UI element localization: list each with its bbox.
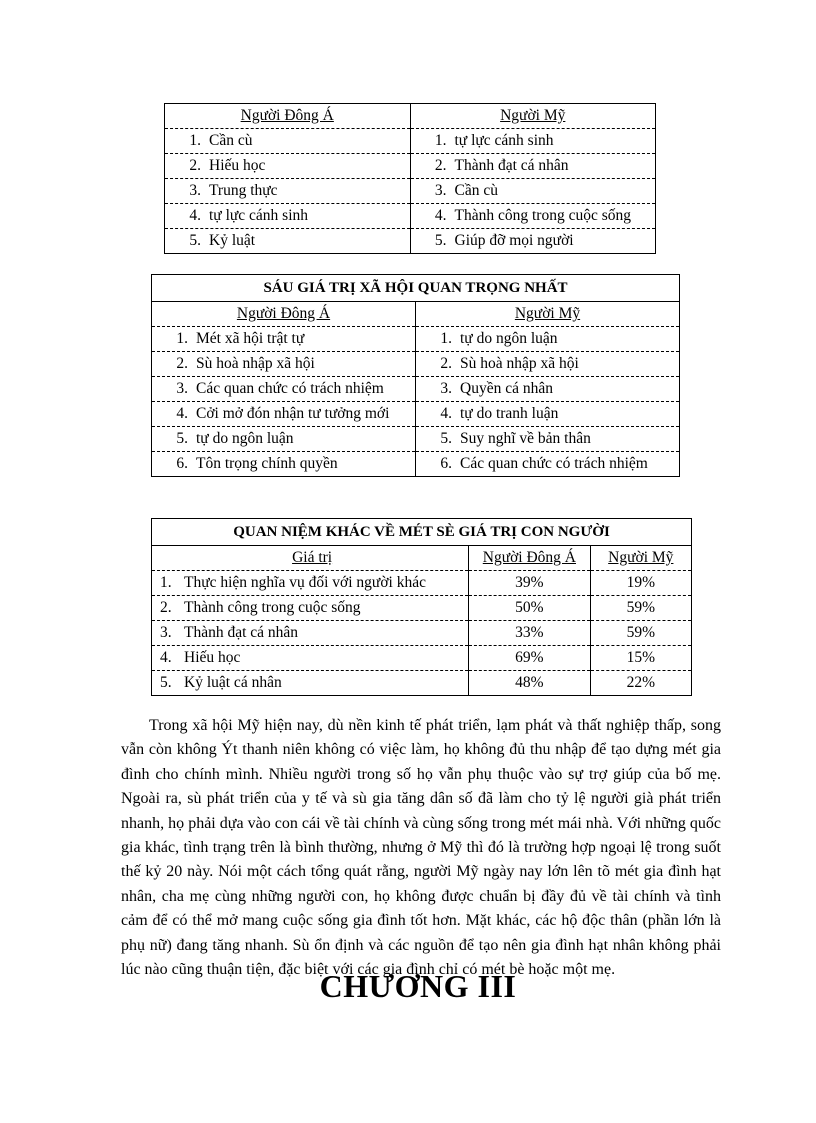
- table-row: [152, 452, 680, 477]
- east-cell: Cởi mở đón nhận tư tưởng mới: [196, 405, 390, 422]
- body-paragraph: Trong xã hội Mỹ hiện nay, dù nền kinh tế phát triển, lạm phát và thất nghiệp thấp, song vẫn còn không Ýt thanh niên không có việc làm, họ không đủ thu nhập để tạo dựng mét gia đình cho chính mình. Nhiều người trong số họ vẫn phụ thuộc vào sự trợ giúp của bố mẹ. Ngoài ra, sù phát triển của y tế và sù gia tăng dân số đã làm cho tỷ lệ người già phát triển nhanh, họ phải dựa vào con cái về tài chính và cùng sống trong mét mái nhà. Với những quốc gia khác, tình trạng trên là bình thường, nhưng ở Mỹ thì đó là trường hợp ngoại lệ trong suốt thế kỷ 20 này. Nói một cách tổng quát rằng, người Mỹ ngày nay lớn lên tõ mét gia đình hạt nhân, cha mẹ cùng những người con, họ không được chuẩn bị đầy đủ về tài chính và tình cảm để có thể mở mang cuộc sống gia đình tốt hơn. Mặt khác, các hộ độc thân (phần lớn là phụ nữ) đang tăng nhanh. Sù ổn định và các nguồn để tạo nên gia đình hạt nhân không phải lúc nào cũng thuận tiện, đặc biệt với các gia đình chỉ có mét bè hoặc một mẹ.: [121, 717, 721, 979]
- east-cell: tự lực cánh sinh: [209, 207, 309, 224]
- table-row: [152, 571, 692, 596]
- east-cell: Tôn trọng chính quyền: [196, 455, 338, 472]
- row-number: 4.: [176, 405, 188, 422]
- east-percent: 39%: [469, 571, 590, 596]
- comparison-table-1: [164, 103, 656, 254]
- value-cell: Thực hiện nghĩa vụ đối với người khác: [184, 574, 426, 591]
- row-number: 5.: [434, 232, 447, 249]
- us-cell: Suy nghĩ về bản thân: [460, 430, 591, 447]
- t2-header-east: Người Đông Á: [152, 302, 416, 327]
- us-percent: 19%: [590, 571, 691, 596]
- east-cell: Sù hoà nhập xã hội: [196, 355, 315, 372]
- east-cell: Mét xã hội trật tự: [196, 330, 305, 347]
- east-percent: 69%: [469, 646, 590, 671]
- row-number: 2.: [176, 355, 188, 372]
- row-number: 3.: [160, 624, 172, 641]
- table-row: [152, 402, 680, 427]
- t3-header-value: Giá trị: [152, 546, 469, 571]
- row-number: 6.: [176, 455, 188, 472]
- us-percent: 59%: [590, 621, 691, 646]
- row-number: 5.: [440, 430, 452, 447]
- us-cell: tự do ngôn luận: [460, 330, 558, 347]
- us-percent: 15%: [590, 646, 691, 671]
- value-cell: Thành đạt cá nhân: [184, 624, 299, 641]
- value-cell: Thành công trong cuộc sống: [184, 599, 361, 616]
- row-number: 1.: [176, 330, 188, 347]
- table-row: [152, 671, 692, 696]
- table-row: [165, 154, 656, 179]
- us-percent: 59%: [590, 596, 691, 621]
- row-number: 4.: [440, 405, 452, 422]
- east-percent: 50%: [469, 596, 590, 621]
- row-number: 1.: [440, 330, 452, 347]
- table-row: [165, 204, 656, 229]
- us-percent: 22%: [590, 671, 691, 696]
- table-row: [152, 646, 692, 671]
- t1-header-east: Người Đông Á: [165, 104, 411, 129]
- chapter-heading: CHƯƠNG III: [319, 968, 517, 1004]
- row-number: 2.: [160, 599, 172, 616]
- row-number: 4.: [160, 649, 172, 666]
- row-number: 1.: [189, 132, 201, 149]
- east-cell: Cần cù: [209, 132, 253, 149]
- east-cell: Kỷ luật: [209, 232, 256, 249]
- value-cell: Kỷ luật cá nhân: [184, 674, 282, 691]
- east-cell: Các quan chức có trách nhiệm: [196, 380, 384, 397]
- row-number: 1.: [160, 574, 172, 591]
- row-number: 1.: [434, 132, 447, 149]
- table-row: [165, 229, 656, 254]
- t3-header-east: Người Đông Á: [469, 546, 590, 571]
- us-cell: Cần cù: [454, 182, 498, 199]
- east-cell: Trung thực: [209, 182, 278, 199]
- t2-header-us: Người Mỹ: [416, 302, 680, 327]
- east-percent: 33%: [469, 621, 590, 646]
- east-percent: 48%: [469, 671, 590, 696]
- us-cell: tự lực cánh sinh: [454, 132, 554, 149]
- row-number: 5.: [160, 674, 172, 691]
- us-cell: Sù hoà nhập xã hội: [460, 355, 579, 372]
- east-cell: tự do ngôn luận: [196, 430, 294, 447]
- row-number: 3.: [434, 182, 447, 199]
- table-row: [165, 129, 656, 154]
- row-number: 3.: [440, 380, 452, 397]
- t1-header-us: Người Mỹ: [410, 104, 656, 129]
- row-number: 2.: [189, 157, 201, 174]
- row-number: 6.: [440, 455, 452, 472]
- east-cell: Hiếu học: [209, 157, 266, 174]
- us-cell: Quyền cá nhân: [460, 380, 553, 397]
- us-cell: Các quan chức có trách nhiệm: [460, 455, 648, 472]
- row-number: 2.: [440, 355, 452, 372]
- table-row: [152, 377, 680, 402]
- table-row: [152, 327, 680, 352]
- t2-title: SÁU GIÁ TRỊ XÃ HỘI QUAN TRỌNG NHẤT: [152, 275, 680, 302]
- row-number: 4.: [189, 207, 201, 224]
- table-row: [152, 427, 680, 452]
- us-cell: Giúp đỡ mọi người: [454, 232, 574, 249]
- table-row: [152, 596, 692, 621]
- us-cell: Thành đạt cá nhân: [454, 157, 569, 174]
- row-number: 2.: [434, 157, 447, 174]
- row-number: 5.: [189, 232, 201, 249]
- table-row: [152, 621, 692, 646]
- human-values-table: [151, 518, 692, 696]
- row-number: 3.: [189, 182, 201, 199]
- t3-title: QUAN NIỆM KHÁC VỀ MÉT SÈ GIÁ TRỊ CON NGƯỜI: [152, 519, 692, 546]
- us-cell: tự do tranh luận: [460, 405, 559, 422]
- row-number: 3.: [176, 380, 188, 397]
- row-number: 4.: [434, 207, 447, 224]
- table-row: [152, 352, 680, 377]
- us-cell: Thành công trong cuộc sống: [454, 207, 631, 224]
- t3-header-us: Người Mỹ: [590, 546, 691, 571]
- row-number: 5.: [176, 430, 188, 447]
- social-values-table: [151, 274, 680, 477]
- value-cell: Hiếu học: [184, 649, 241, 666]
- table-row: [165, 179, 656, 204]
